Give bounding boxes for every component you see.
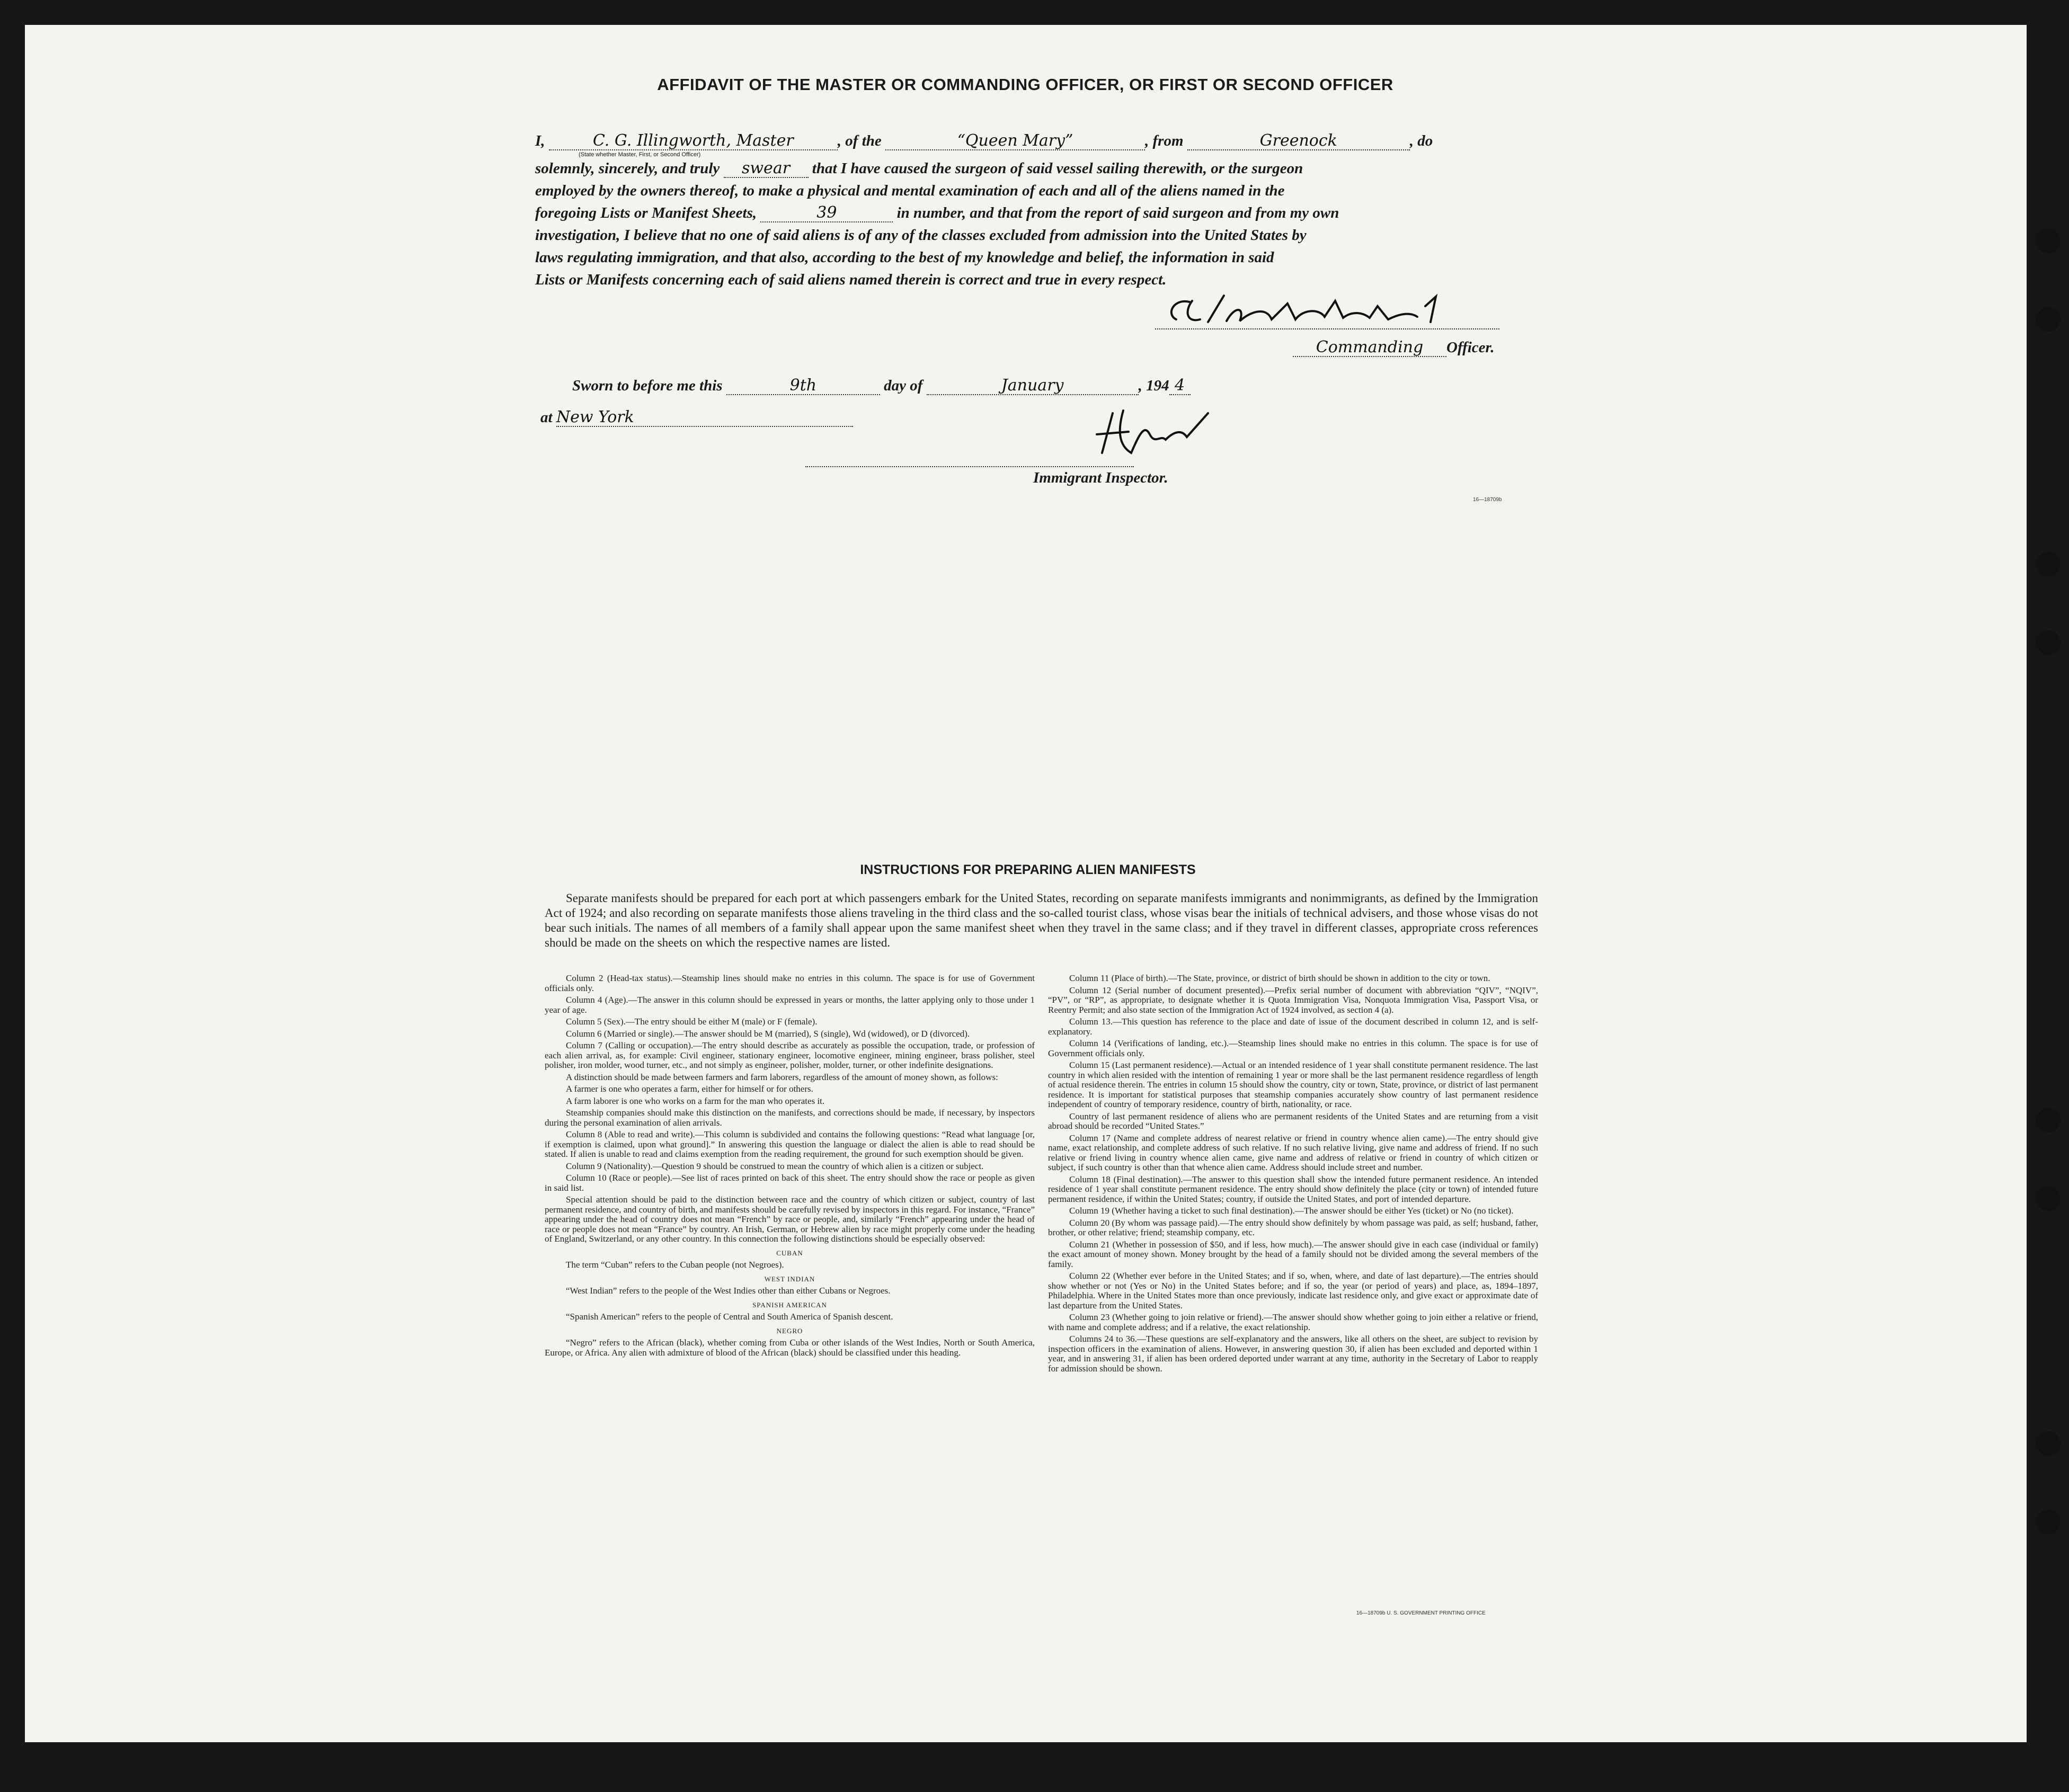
text: , 194: [1138, 377, 1169, 394]
instructions-title: INSTRUCTIONS FOR PREPARING ALIEN MANIFESTS: [860, 862, 1196, 877]
instruction-paragraph: Columns 24 to 36.—These questions are self-explanatory and the answers, like all others on the sheet, are subject to revision by inspection officers in the examination of aliens. However, in answering question 30, if alien has been excluded and deported within 1 year, and in answering 31, if alien has been ordered deported under warrant at any time, authority in the Secretary of Labor to reapply for admission should be shown.: [1048, 1334, 1538, 1374]
instruction-paragraph: Special attention should be paid to the distinction between race and the country of which citizen or subject, country of last permanent residence, and country of birth, and manifests should be carefully revised by inspectors in this regard. For instance, “France” appearing under the head of country does not mean “French” by race or people, and, similarly “French” appearing under the head of race or people does not mean “France” by country. An Irish, German, or Hebrew alien by race might properly come under the heading of England, Switzerland, or any other country. In this connection the following distinctions should be especially observed:: [545, 1194, 1035, 1244]
handwritten-master-name: C. G. Illingworth, Master: [549, 132, 838, 150]
text: at: [540, 409, 553, 426]
affidavit-line-3: employed by the owners thereof, to make a physical and mental examination of each and all of the aliens named in the: [535, 182, 1285, 199]
text: , of the: [837, 132, 882, 149]
instruction-paragraph: Column 7 (Calling or occupation).—The entry should describe as accurately as possible the occupation, trade, or profession of each alien arrival, as, for example: Civil engineer, stationary engineer, locomotive engineer, mining engineer, brass polisher, steel polisher, iron molder, wood turner, etc., and not simply as engineer, polisher, molder, turner, or other indefinite designations.: [545, 1040, 1035, 1070]
instruction-paragraph: Column 23 (Whether going to join relative or friend).—The answer should show whether going to join either a relative or friend, with name and complete address; and if a relative, the exact relationship.: [1048, 1312, 1538, 1332]
text: day of: [884, 377, 923, 394]
spanish-american-definition: “Spanish American” refers to the people of Central and South America of Spanish descent.: [566, 1312, 893, 1322]
punch-hole: [2036, 307, 2061, 332]
handwritten-port: Greenock: [1187, 132, 1410, 150]
handwritten-month: January: [927, 377, 1139, 395]
affidavit-line-6: laws regulating immigration, and that also, according to the best of my knowledge and belief, the information in said: [535, 249, 1274, 266]
instruction-paragraph: Column 20 (By whom was passage paid).—The entry should show definitely by whom passage was paid, as self; husband, father, brother, or other relative; friend; steamship company, etc.: [1048, 1217, 1538, 1237]
instruction-paragraph: Column 2 (Head-tax status).—Steamship lines should make no entries in this column. The space is for use of Government officials only.: [545, 974, 1035, 993]
text: foregoing Lists or Manifest Sheets,: [535, 204, 757, 221]
instruction-paragraph: Column 17 (Name and complete address of nearest relative or friend in country whence alien came).—The entry should give name, exact relationship, and complete address of such relative. If no such relative living, give name and address of friend. If no such relative or friend living in country whence alien came, give name and address of relative or friend in country of which citizen or subject, if such country is other than that whence alien came. Address should include street and number.: [1048, 1133, 1538, 1172]
instruction-paragraph: Column 18 (Final destination).—The answer to this question shall show the intended future permanent residence. An intended residence of 1 year shall constitute permanent residence. The entry should show definitely the place (city or town) of intended future permanent residence, if within the United States; country, if outside the United States, and port of intended departure.: [1048, 1174, 1538, 1204]
text: I,: [535, 132, 545, 149]
text: that I have caused the surgeon of said vessel sailing therewith, or the surgeon: [812, 160, 1303, 177]
affidavit-line-5: investigation, I believe that no one of said aliens is of any of the classes excluded from admission into the United States by: [535, 227, 1307, 244]
instruction-paragraph: Steamship companies should make this distinction on the manifests, and corrections should be made, if necessary, by inspectors during the personal examination of alien arrivals.: [545, 1108, 1035, 1128]
cuban-heading: CUBAN: [776, 1249, 803, 1257]
inspector-signature-line: [805, 466, 1134, 467]
instruction-paragraph: Column 6 (Married or single).—The answer should be M (married), S (single), Wd (widowed), or D (divorced).: [566, 1028, 970, 1039]
handwritten-rank: Commanding: [1293, 339, 1446, 357]
inspector-signature: [1081, 403, 1282, 461]
text: Sworn to before me this: [572, 377, 723, 394]
negro-definition: “Negro” refers to the African (black), whether coming from Cuba or other islands of the West Indies, North or South America, Europe, or Africa. Any alien with admixture of blood of the African (black) should be classified under this heading.: [545, 1338, 1035, 1358]
rank-note: (State whether Master, First, or Second Officer): [579, 151, 701, 158]
cuban-definition: The term “Cuban” refers to the Cuban people (not Negroes).: [566, 1260, 784, 1270]
west-indian-definition: “West Indian” refers to the people of the West Indies other than either Cubans or Negroes.: [566, 1286, 891, 1296]
instruction-paragraph: Column 15 (Last permanent residence).—Actual or an intended residence of 1 year shall constitute permanent residence. The last country in which alien resided with the intention of remaining 1 year or more shall be the last permanent residence regardless of length of actual residence therein. The entries in column 15 should show the country, city or town, State, province, or district of last permanent residence. It is important for statistical purposes that steamship companies accurately show country of last permanent residence independent of country of temporary residence, country of birth, nationality, or race.: [1048, 1060, 1538, 1109]
instruction-paragraph: Column 14 (Verifications of landing, etc.).—Steamship lines should make no entries in this column. The space is for use of Government officials only.: [1048, 1038, 1538, 1058]
handwritten-year-digit: 4: [1169, 377, 1191, 395]
affidavit-line-4: [535, 201, 1537, 225]
sworn-line: [572, 377, 1191, 395]
instructions-left-column: [545, 974, 1035, 1609]
handwritten-day: 9th: [726, 377, 880, 395]
form-number: 16—18709b: [1473, 497, 1502, 503]
text: , from: [1145, 132, 1184, 149]
instruction-paragraph: Column 21 (Whether in possession of $50, and if less, how much).—The answer should give in each case (individual or family) the exact amount of money shown. Money brought by the head of a family should not be divided among the several members of the family.: [1048, 1239, 1538, 1269]
instruction-paragraph: Column 19 (Whether having a ticket to such final destination).—The answer should be either Yes (ticket) or No (no ticket).: [1069, 1206, 1514, 1216]
inspector-label: Immigrant Inspector.: [1033, 469, 1168, 486]
punch-hole: [2036, 1431, 2061, 1456]
instruction-paragraph: Column 9 (Nationality).—Question 9 should be construed to mean the country of which alien is a citizen or subject.: [566, 1161, 984, 1171]
instruction-paragraph: Column 13.—This question has reference to the place and date of issue of the document described in column 12, and is self-explanatory.: [1048, 1017, 1538, 1037]
negro-heading: NEGRO: [776, 1326, 803, 1335]
instruction-paragraph: Column 12 (Serial number of document presented).—Prefix serial number of document with abbreviation “QIV”, “NQIV”, “PV”, or “RP”, as appropriate, to designate whether it is Quota Immigration Visa, Nonquota Immigration Visa, Passport Visa, or Reentry Permit; and also state section of the Immigration Act of 1924 involved, as section 4 (a).: [1048, 985, 1538, 1015]
affidavit-line-1: [535, 129, 1537, 153]
handwritten-swear: swear: [724, 160, 809, 178]
punch-hole: [2036, 630, 2061, 655]
west-indian-heading: WEST INDIAN: [764, 1274, 815, 1283]
instruction-paragraph: Column 22 (Whether ever before in the United States; and if so, when, where, and date of last departure).—The entries should show whether or not (Yes or No) in the United States before; and if so, the year (or period of years) and place, as, 1894–1897, Philadelphia. Where in the United States more than once previously, indicate last residence only, and give exact or approximate date of last departure from the United States.: [1048, 1271, 1538, 1310]
instructions-intro: Separate manifests should be prepared for each port at which passengers embark for the United States, recording on separate manifests immigrants and nonimmigrants, as defined by the Immigration Act of 1924; and also recording on separate manifests those aliens traveling in the third class and the so-called tourist class, whose visas bear the initials of technical advisers, and those whose visas do not bear such initials. The names of all members of a family shall appear upon the same manifest sheet when they travel in the same class; and if they travel in different classes, appropriate cross references should be made on the sheets on which the respective names are listed.: [545, 891, 1538, 949]
instruction-paragraph: Column 8 (Able to read and write).—This column is subdivided and contains the following questions: “Read what language [or, if exemption is claimed, upon what ground].” In answering this question the language or dialect the alien is able to read should be stated. If alien is unable to read and claims exemption from the reading requirement, the ground for such exemption should be given.: [545, 1129, 1035, 1159]
instruction-paragraph: Column 5 (Sex).—The entry should be either M (male) or F (female).: [566, 1017, 818, 1027]
punch-hole: [2036, 1187, 2061, 1211]
signature-line: [1155, 328, 1499, 329]
instructions-right-column: [1048, 974, 1538, 1609]
instruction-paragraph: Column 11 (Place of birth).—The State, province, or district of birth should be shown in addition to the city or town.: [1069, 974, 1490, 983]
instruction-paragraph: A farm laborer is one who works on a farm for the man who operates it.: [566, 1095, 825, 1106]
affidavit-line-7: Lists or Manifests concerning each of said aliens named therein is correct and true in every respect.: [535, 271, 1167, 288]
instruction-paragraph: A farmer is one who operates a farm, either for himself or for others.: [566, 1084, 813, 1094]
printing-office-footer: 16—18709b U. S. GOVERNMENT PRINTING OFFICE: [1356, 1610, 1486, 1616]
text: solemnly, sincerely, and truly: [535, 160, 720, 177]
instruction-paragraph: Column 10 (Race or people).—See list of races printed on back of this sheet. The entry should show the race or people as given in said list.: [545, 1173, 1035, 1193]
punch-hole: [2036, 1510, 2061, 1534]
text: , do: [1409, 132, 1433, 149]
punch-hole: [2036, 229, 2061, 253]
punch-hole: [2036, 552, 2061, 576]
text: in number, and that from the report of said surgeon and from my own: [896, 204, 1339, 221]
spanish-american-heading: SPANISH AMERICAN: [752, 1300, 827, 1309]
handwritten-sheet-count: 39: [760, 204, 893, 222]
at-line: [540, 409, 853, 427]
affidavit-line-2: [535, 157, 1537, 180]
punch-hole: [2036, 1108, 2061, 1133]
officer-line: [1293, 339, 1494, 357]
handwritten-place: New York: [556, 409, 853, 427]
instruction-paragraph: A distinction should be made between farmers and farm laborers, regardless of the amount of money shown, as follows:: [566, 1072, 998, 1082]
instruction-paragraph: Country of last permanent residence of aliens who are permanent residents of the United States and are returning from a visit abroad should be recorded “United States.”: [1048, 1111, 1538, 1131]
affidavit-title: AFFIDAVIT OF THE MASTER OR COMMANDING OFFICER, OR FIRST OR SECOND OFFICER: [657, 75, 1393, 94]
handwritten-ship-name: “Queen Mary”: [885, 132, 1145, 150]
officer-label: Officer.: [1446, 339, 1495, 356]
master-signature: [1160, 290, 1531, 333]
instruction-paragraph: Column 4 (Age).—The answer in this column should be expressed in years or months, the latter applying only to those under 1 year of age.: [545, 995, 1035, 1015]
